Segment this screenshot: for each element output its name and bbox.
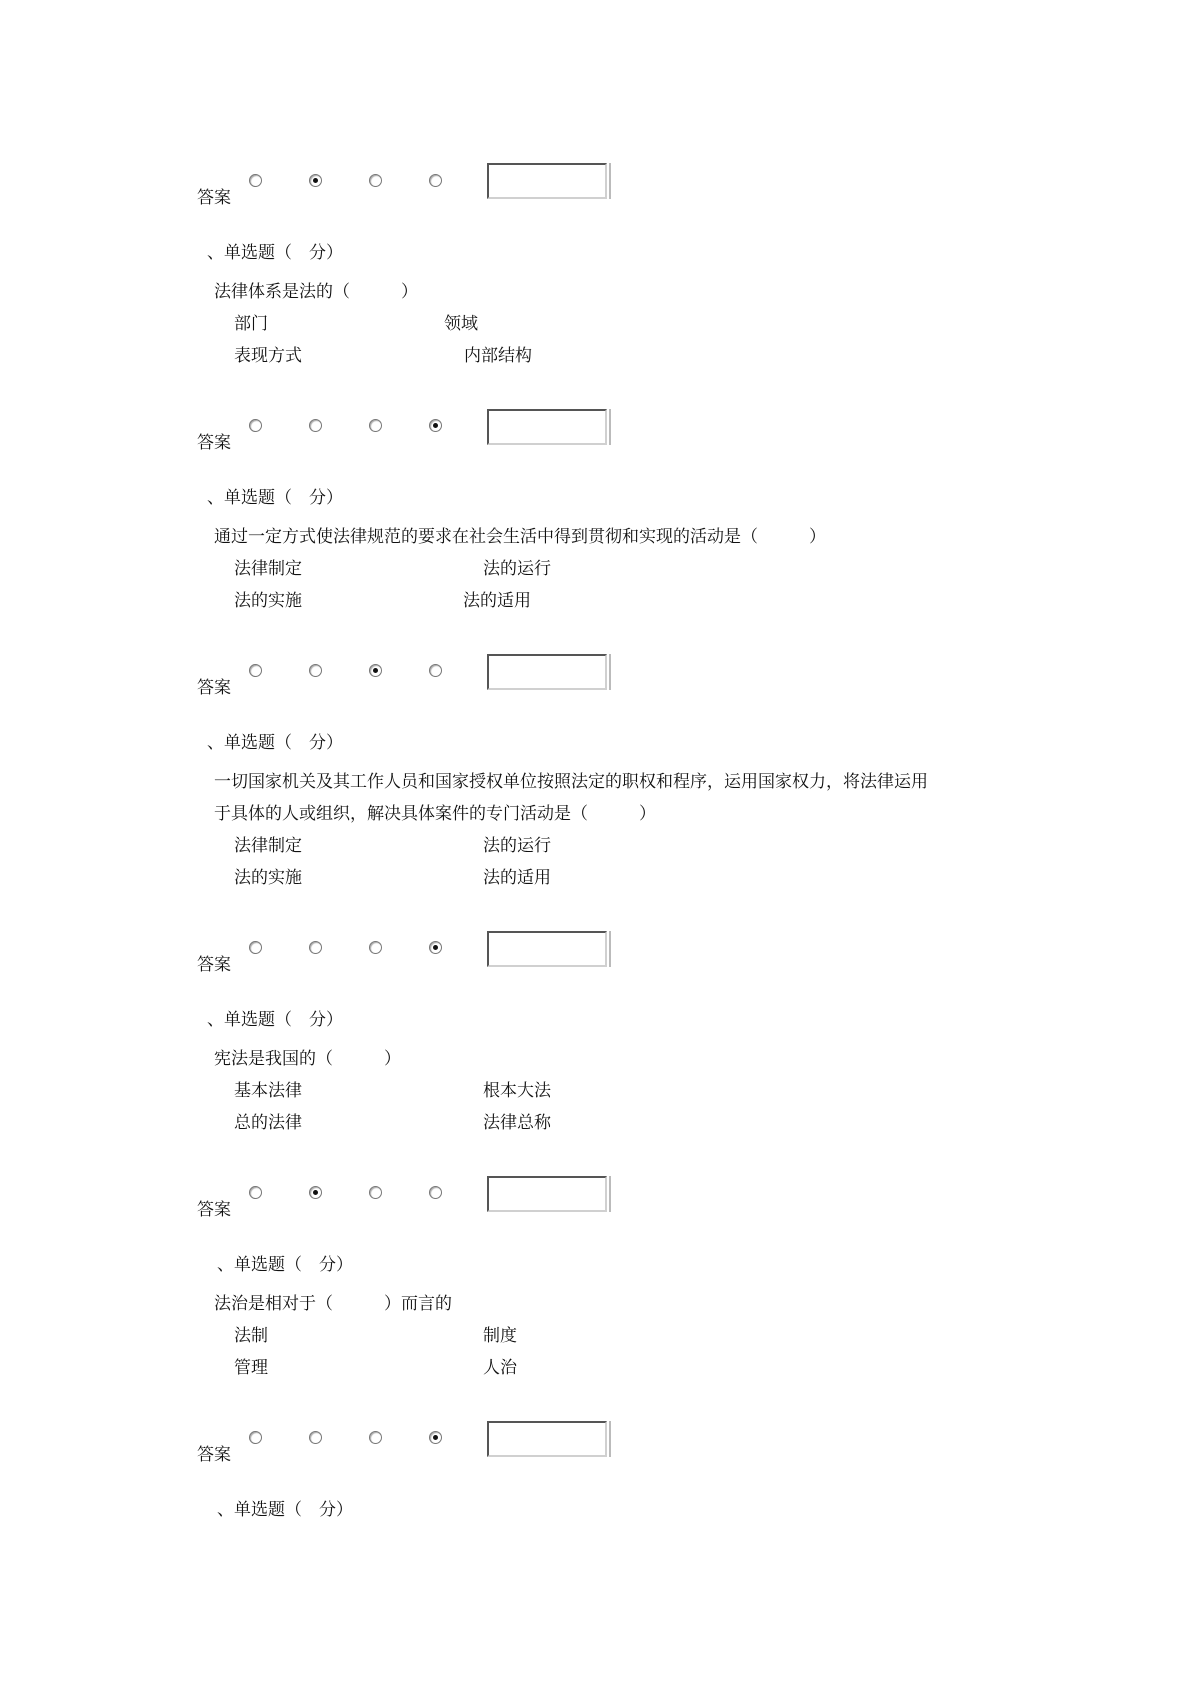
answer-radio-b[interactable] [309,664,322,677]
option-c: 总的法律 [234,1113,302,1133]
question-stem-continued: 于具体的人或组织，解决具体案件的专门活动是（ ） [214,804,656,824]
answer-radio-c[interactable] [369,941,382,954]
question-header: 、单选题（ 分） [207,733,343,753]
answer-radio-c[interactable] [369,419,382,432]
answer-input[interactable] [487,1176,607,1212]
answer-radio-c[interactable] [369,1186,382,1199]
option-a: 部门 [234,314,268,334]
answer-label: 答案 [197,188,231,208]
answer-input[interactable] [487,409,607,445]
option-b: 制度 [483,1326,517,1346]
answer-input[interactable] [487,163,607,199]
option-a: 法律制定 [234,836,302,856]
question-stem: 宪法是我国的（ ） [214,1049,401,1069]
answer-label: 答案 [197,1445,231,1465]
answer-input[interactable] [487,654,607,690]
answer-radio-c[interactable] [369,1431,382,1444]
answer-input[interactable] [487,931,607,967]
option-d: 法的适用 [483,868,551,888]
question-header: 、单选题（ 分） [217,1500,353,1520]
option-a: 法制 [234,1326,268,1346]
question-header: 、单选题（ 分） [217,1255,353,1275]
option-a: 基本法律 [234,1081,302,1101]
question-stem: 法治是相对于（ ）而言的 [214,1294,452,1314]
answer-radio-b[interactable] [309,419,322,432]
option-c: 管理 [234,1358,268,1378]
answer-radio-c[interactable] [369,174,382,187]
answer-radio-d[interactable] [429,1431,442,1444]
answer-label: 答案 [197,678,231,698]
question-header: 、单选题（ 分） [207,488,343,508]
answer-radio-a[interactable] [249,941,262,954]
answer-input[interactable] [487,1421,607,1457]
question-stem: 通过一定方式使法律规范的要求在社会生活中得到贯彻和实现的活动是（ ） [214,527,826,547]
option-c: 法的实施 [234,868,302,888]
answer-radio-d[interactable] [429,419,442,432]
answer-label: 答案 [197,433,231,453]
option-d: 人治 [483,1358,517,1378]
question-header: 、单选题（ 分） [207,243,343,263]
answer-radio-b[interactable] [309,1186,322,1199]
question-stem: 一切国家机关及其工作人员和国家授权单位按照法定的职权和程序，运用国家权力，将法律运用 [214,772,928,792]
answer-radio-b[interactable] [309,174,322,187]
answer-radio-d[interactable] [429,941,442,954]
answer-radio-a[interactable] [249,419,262,432]
answer-radio-a[interactable] [249,664,262,677]
answer-radio-a[interactable] [249,1186,262,1199]
question-header: 、单选题（ 分） [207,1010,343,1030]
answer-radio-d[interactable] [429,664,442,677]
answer-radio-b[interactable] [309,1431,322,1444]
answer-radio-c[interactable] [369,664,382,677]
option-c: 表现方式 [234,346,302,366]
option-b: 法的运行 [483,559,551,579]
answer-radio-a[interactable] [249,1431,262,1444]
answer-radio-a[interactable] [249,174,262,187]
answer-radio-d[interactable] [429,1186,442,1199]
option-b: 法的运行 [483,836,551,856]
answer-radio-d[interactable] [429,174,442,187]
option-d: 法的适用 [463,591,531,611]
question-stem: 法律体系是法的（ ） [214,282,418,302]
option-c: 法的实施 [234,591,302,611]
answer-label: 答案 [197,1200,231,1220]
answer-radio-b[interactable] [309,941,322,954]
option-d: 法律总称 [483,1113,551,1133]
answer-label: 答案 [197,955,231,975]
option-b: 领域 [444,314,478,334]
option-a: 法律制定 [234,559,302,579]
option-b: 根本大法 [483,1081,551,1101]
option-d: 内部结构 [464,346,532,366]
